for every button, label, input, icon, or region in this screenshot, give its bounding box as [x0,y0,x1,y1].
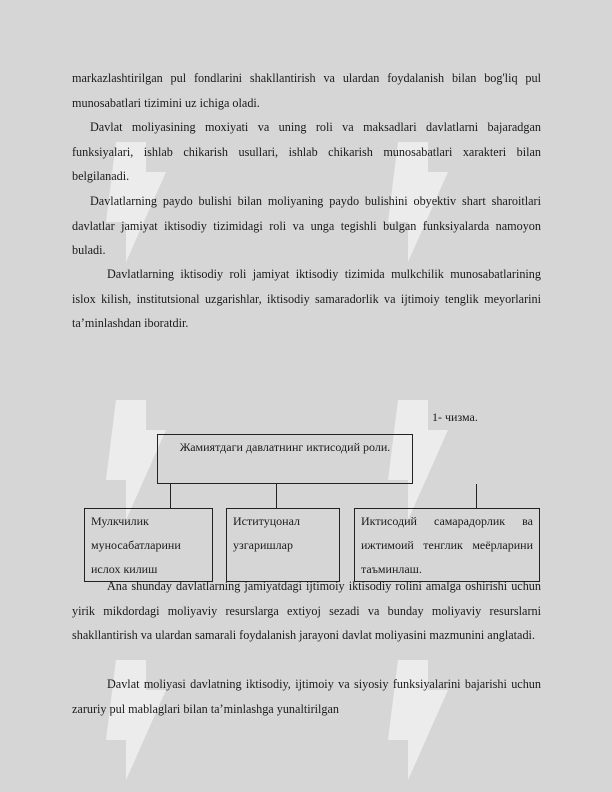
connector-line [276,484,277,508]
paragraph-3: Davlatlarning paydo bulishi bilan moliyaning paydo bulishini obyektiv shart sharoitlari davlatlar jamiyat iktisodiy tizimidagi roli va unga tegishli bulgan funksiyalarda namoyon buladi. [72,194,541,257]
paragraph-4: Davlatlarning iktisodiy roli jamiyat iktisodiy tizimida mulkchilik munosabatlarining isloх kilish, institutsional uzgarishlar, iktisodiy samaradorlik va ijtimoiy tenglik meyorlarini ta’minlashdan iboratdir. [72,267,541,330]
paragraph-2: Davlat moliyasining moxiyati va uning roli va maksadlari davlatlarni bajaradgan funksiyalari, ishlab chikarish usullari, ishlab chikarish munosabatlari xarakteri bilan belgilanadi. [72,120,541,183]
paragraph-6: Davlat moliyasi davlatning iktisodiy, ijtimoiy va siyosiy funksiyalarini bajarishi uchun zaruriy pul mablaglari bilan ta’minlashga yunaltirilgan [72,677,541,716]
connector-line [476,484,477,508]
connector-line [170,484,171,508]
paragraph-5: Ana shunday davlatlarning jamiyatdagi ijtimoiy iktisodiy rolini amalga oshirishi uchun yirik mikdordagi moliyaviy resurslarga extiyoj sezadi va bunday moliyaviy resurslarni shakllantirish va ulardan samarali foydalanish jarayoni davlat moliyasini mazmunini anglatadi. [72,579,541,642]
diagram-top-box: Жамиятдаги давлатнинг иктисодий роли. [157,434,413,484]
diagram-box-ownership: Мулкчилик муносабатларини ислох килиш [84,508,213,582]
figure-caption: 1- чизма. [432,410,478,424]
paragraph-1: markazlashtirilgan pul fondlarini shakllantirish va ulardan foydalanish bilan bog'liq pul munosabatlari tizimini uz ichiga oladi. [72,71,541,110]
diagram-box-efficiency: Иктисодий самарадорлик ва ижтимоий тенглик меёрларини таъминлаш. [354,508,540,582]
diagram-box-institutional: Иституцонал узгаришлар [226,508,340,582]
